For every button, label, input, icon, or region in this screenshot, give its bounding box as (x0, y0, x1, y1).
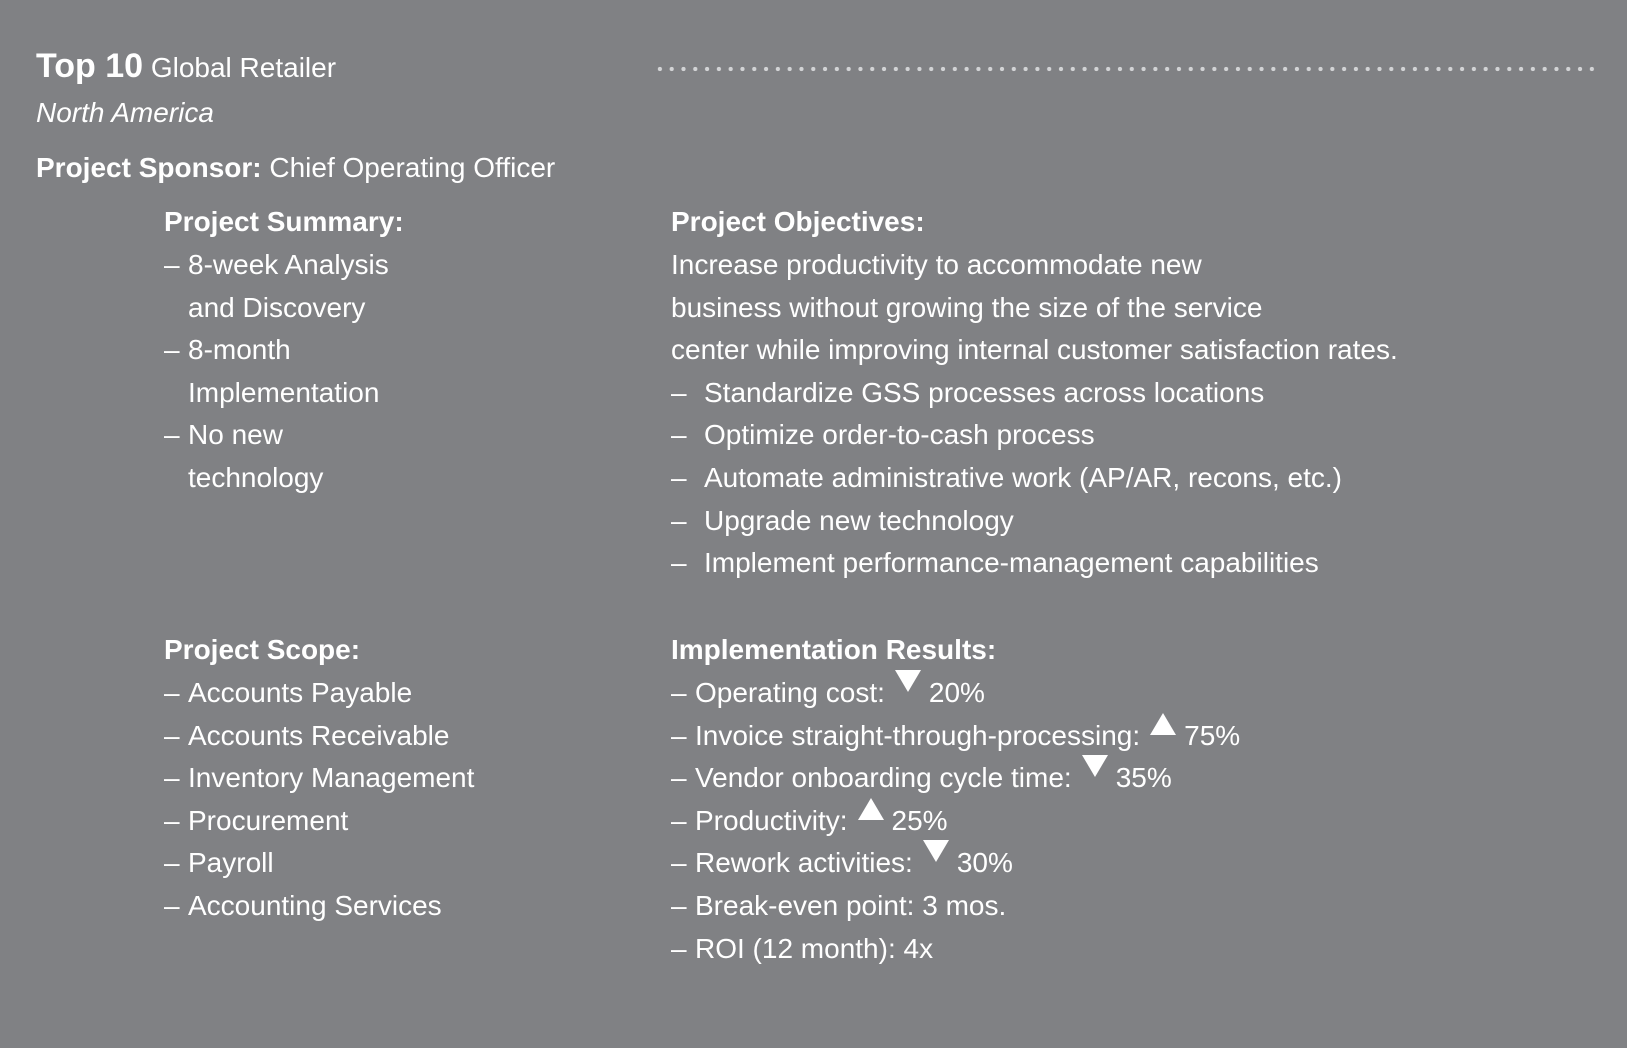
list-item-text: Inventory Management (188, 762, 475, 794)
implementation-results-heading: Implementation Results: (671, 634, 997, 665)
project-objectives-heading: Project Objectives: (671, 206, 925, 237)
dash-bullet: – (164, 719, 180, 751)
list-item (164, 842, 474, 885)
list-item-text: Standardize GSS processes across locations (704, 376, 1265, 408)
list-item (671, 372, 1398, 415)
dash-bullet: – (671, 719, 687, 751)
triangle-down-icon (895, 670, 921, 692)
result-item (671, 757, 1240, 800)
dash-bullet: – (671, 504, 687, 536)
list-item (164, 414, 404, 457)
result-item (671, 715, 1240, 758)
list-item-text: technology (188, 461, 324, 493)
dash-bullet: – (671, 762, 687, 794)
result-label: Productivity: (695, 804, 848, 836)
result-item (671, 842, 1240, 885)
list-item-text: No new (188, 419, 283, 451)
list-item (164, 329, 404, 372)
project-scope-section (164, 630, 474, 928)
objectives-intro-line: center while improving internal customer satisfaction rates. (671, 334, 1398, 366)
result-item (671, 672, 1240, 715)
dash-bullet: – (164, 419, 180, 451)
result-item (671, 885, 1240, 928)
triangle-down-icon (1082, 755, 1108, 777)
objectives-intro-line: Increase productivity to accommodate new (671, 249, 1202, 280)
list-item (164, 244, 404, 287)
list-item-text: 8-week Analysis (188, 249, 389, 280)
dash-bullet: – (671, 677, 687, 708)
list-item (671, 414, 1398, 457)
dash-bullet: – (164, 334, 180, 366)
dash-bullet: – (164, 762, 180, 794)
result-value: 35% (1115, 762, 1172, 794)
dash-bullet: – (671, 847, 687, 879)
rank-label: Top 10 (36, 47, 144, 85)
triangle-down-icon (923, 840, 949, 862)
result-label: Vendor onboarding cycle time: (695, 762, 1072, 794)
list-item-text: Payroll (188, 847, 274, 879)
dash-bullet: – (671, 889, 687, 921)
list-item (164, 885, 474, 928)
dash-bullet: – (671, 376, 687, 408)
list-item (164, 800, 474, 843)
dash-bullet: – (164, 804, 180, 836)
dash-bullet: – (164, 249, 180, 280)
list-item-text: Automate administrative work (AP/AR, recons, etc.) (704, 461, 1342, 493)
triangle-up-icon (1150, 713, 1176, 735)
result-item (671, 928, 1240, 971)
dash-bullet: – (164, 847, 180, 879)
list-item-text: Accounts Receivable (188, 719, 450, 751)
dash-bullet: – (671, 461, 687, 493)
list-item (164, 715, 474, 758)
project-summary-list (164, 244, 404, 500)
dash-bullet: – (671, 932, 687, 964)
list-item-text: Implementation (188, 376, 380, 408)
dash-bullet: – (164, 677, 180, 708)
list-item (671, 457, 1398, 500)
project-summary-heading: Project Summary: (164, 206, 404, 237)
list-item (164, 672, 474, 715)
company-heading (36, 46, 336, 88)
list-item-text: Accounts Payable (188, 677, 413, 708)
implementation-results-list (671, 672, 1240, 970)
objectives-intro (671, 244, 1398, 372)
list-item (671, 542, 1398, 585)
list-item-continuation (164, 287, 404, 330)
list-item-continuation (164, 457, 404, 500)
result-value: 25% (891, 804, 948, 836)
result-label: ROI (12 month): 4x (695, 932, 934, 964)
project-summary-section (164, 202, 404, 500)
list-item-text: Accounting Services (188, 889, 442, 921)
dash-bullet: – (164, 889, 180, 921)
result-label: Break-even point: 3 mos. (695, 889, 1007, 921)
sponsor-line (36, 148, 555, 188)
list-item (671, 500, 1398, 543)
result-label: Operating cost: (695, 677, 885, 708)
list-item-text: Procurement (188, 804, 349, 836)
dash-bullet: – (671, 547, 687, 579)
list-item-text: Optimize order-to-cash process (704, 419, 1095, 451)
list-item-text: 8-month (188, 334, 291, 366)
result-label: Invoice straight-through-processing: (695, 719, 1141, 751)
list-item-text: Upgrade new technology (704, 504, 1014, 536)
dash-bullet: – (671, 419, 687, 451)
sponsor-value: Chief Operating Officer (269, 152, 556, 183)
sponsor-label: Project Sponsor: (36, 152, 262, 183)
result-label: Rework activities: (695, 847, 913, 879)
project-objectives-list (671, 372, 1398, 585)
implementation-results-section (671, 630, 1240, 970)
result-value: 20% (928, 677, 985, 708)
company-label: Global Retailer (150, 52, 337, 83)
result-item (671, 800, 1240, 843)
project-scope-list (164, 672, 474, 928)
region-label: North America (36, 97, 214, 128)
objectives-intro-line: business without growing the size of the service (671, 291, 1263, 323)
list-item-continuation (164, 372, 404, 415)
result-value: 75% (1184, 719, 1241, 751)
project-objectives-section (671, 202, 1398, 585)
result-value: 30% (956, 847, 1013, 879)
list-item (164, 757, 474, 800)
dotted-divider (654, 66, 1598, 72)
project-scope-heading: Project Scope: (164, 634, 361, 665)
list-item-text: Implement performance-management capabilities (704, 547, 1319, 579)
dash-bullet: – (671, 804, 687, 836)
list-item-text: and Discovery (188, 291, 366, 323)
triangle-up-icon (858, 798, 884, 820)
